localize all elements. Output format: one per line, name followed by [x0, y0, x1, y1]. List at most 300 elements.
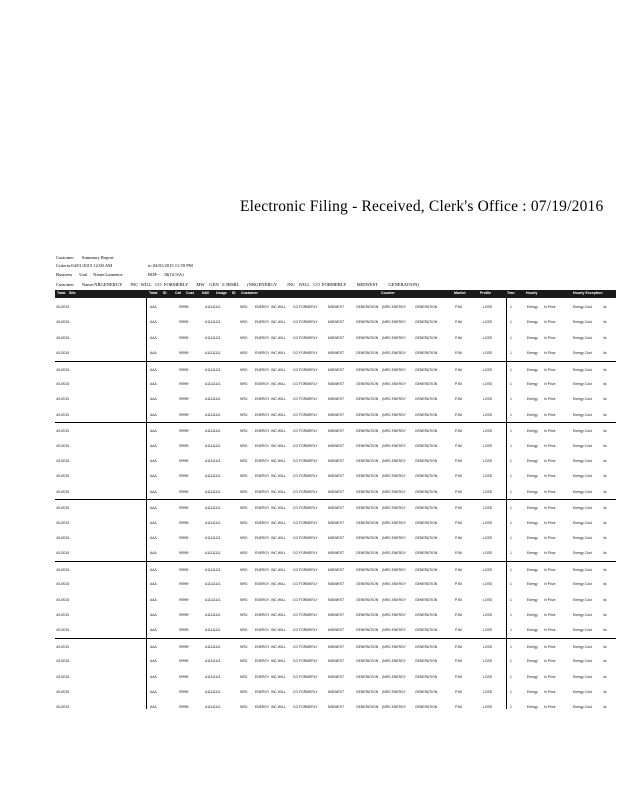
table-cell: LOSS	[483, 382, 493, 386]
table-cell: INC WILL	[271, 520, 286, 525]
table-cell: NRG	[240, 644, 248, 649]
table-cell: NRG	[240, 489, 248, 494]
table-cell: INC WILL	[271, 382, 286, 386]
table-cell: MIDWEST	[328, 459, 345, 463]
table-cell: 4s	[603, 351, 607, 356]
table-cell: 99999	[179, 429, 189, 434]
table-row	[55, 653, 616, 668]
table-cell: 99999	[179, 705, 189, 710]
table-cell: MIDWEST	[328, 597, 345, 602]
table-cell: Energy Cost	[573, 674, 592, 679]
table-cell: GENERATION	[356, 412, 379, 417]
column-header: ID	[232, 291, 236, 295]
table-cell: Energy	[527, 705, 538, 710]
table-cell: (NRG ENERGY	[382, 320, 406, 325]
table-cell: A11111111	[205, 382, 221, 386]
table-cell: 1	[510, 382, 512, 386]
table-cell: (NRG ENERGY	[382, 690, 406, 694]
table-cell: CO FORMERLY	[293, 613, 318, 617]
table-cell: 1	[510, 351, 512, 356]
column-header: Tran	[507, 291, 515, 295]
table-cell: 4s	[603, 536, 607, 540]
table-cell: PJM	[455, 536, 462, 540]
table-cell: GENERATION	[356, 351, 379, 356]
table-cell: LOSS	[483, 597, 493, 602]
table-cell: (NRG ENERGY	[382, 489, 406, 494]
table-cell: Energy	[527, 659, 538, 664]
table-row	[55, 576, 616, 591]
table-cell: INC WILL	[271, 351, 286, 356]
table-cell: CO FORMERLY	[293, 351, 318, 356]
table-cell: A11111111	[205, 644, 221, 649]
table-cell: AAA	[150, 412, 157, 417]
table-cell: LOSS	[483, 397, 493, 402]
column-header: Site	[69, 291, 76, 295]
table-cell: AAA	[150, 474, 157, 479]
table-cell: MIDWEST	[328, 613, 345, 617]
table-cell: AAA	[150, 536, 157, 540]
table-cell: 99999	[179, 382, 189, 386]
table-cell: LOSS	[483, 613, 493, 617]
table-cell: In Price	[544, 367, 556, 372]
table-cell: 4/1/2015	[56, 443, 70, 448]
table-cell: 4s	[603, 335, 607, 340]
table-cell: NRG	[240, 597, 248, 602]
table-cell: In Price	[544, 613, 556, 617]
table-cell: A11111111	[205, 659, 221, 664]
table-cell: CO FORMERLY	[293, 443, 318, 448]
table-cell: A11111111	[205, 474, 221, 479]
table-cell: 1	[510, 597, 512, 602]
table-cell: GENERATION	[356, 320, 379, 325]
table-cell: In Price	[544, 489, 556, 494]
table-cell: GENERATION	[415, 628, 438, 633]
table-cell: Energy Cost	[573, 690, 592, 694]
business-unit: Business Unit Name:Lumenos	[56, 272, 123, 277]
table-cell: Energy Cost	[573, 305, 592, 309]
column-header: Cust	[186, 291, 194, 295]
table-cell: INC WILL	[271, 474, 286, 479]
table-cell: CO FORMERLY	[293, 644, 318, 649]
table-row	[55, 361, 616, 377]
table-cell: GENERATION	[356, 567, 379, 572]
table-cell: GENERATION	[356, 429, 379, 434]
column-header: Cat	[175, 291, 181, 295]
table-cell: GENERATION	[415, 690, 438, 694]
table-cell: GENERATION	[415, 443, 438, 448]
table-cell: CO FORMERLY	[293, 536, 318, 540]
table-cell: GENERATION	[415, 659, 438, 664]
table-cell: ENERGY	[255, 644, 270, 649]
table-cell: 1	[510, 412, 512, 417]
table-cell: Energy	[527, 429, 538, 434]
table-cell: MIDWEST	[328, 674, 345, 679]
table-cell: A11111111	[205, 520, 221, 525]
table-cell: Energy Cost	[573, 412, 592, 417]
table-cell: In Price	[544, 674, 556, 679]
table-cell: 99999	[179, 520, 189, 525]
table-cell: MIDWEST	[328, 351, 345, 356]
customer-name: Customer Name:NRGENERGY INC WILL CO FORMERLY MW GEN 0.5RMIL (NRGENERGY INC WILL CO FORMERLY MIDWEST GENERATION)	[56, 282, 419, 287]
table-cell: AAA	[150, 582, 157, 587]
table-cell: 4s	[603, 613, 607, 617]
table-cell: 4/1/2015	[56, 459, 70, 463]
table-cell: Energy	[527, 690, 538, 694]
table-cell: 4s	[603, 628, 607, 633]
table-cell: (NRG ENERGY	[382, 351, 406, 356]
table-cell: ENERGY	[255, 443, 270, 448]
table-cell: ENERGY	[255, 459, 270, 463]
table-cell: In Price	[544, 335, 556, 340]
table-row	[55, 299, 616, 314]
table-cell: AAA	[150, 705, 157, 710]
table-cell: CO FORMERLY	[293, 459, 318, 463]
table-cell: GENERATION	[356, 506, 379, 511]
table-cell: 4/1/2015	[56, 474, 70, 479]
table-cell: Energy Cost	[573, 613, 592, 617]
table-cell: LOSS	[483, 520, 493, 525]
table-cell: PJM	[455, 429, 462, 434]
table-cell: (NRG ENERGY	[382, 582, 406, 587]
table-cell: CO FORMERLY	[293, 674, 318, 679]
table-cell: MIDWEST	[328, 305, 345, 309]
table-cell: 4/1/2015	[56, 397, 70, 402]
table-cell: In Price	[544, 659, 556, 664]
table-cell: 99999	[179, 536, 189, 540]
table-cell: AAA	[150, 429, 157, 434]
table-cell: A11111111	[205, 536, 221, 540]
table-cell: 1	[510, 429, 512, 434]
table-cell: ENERGY	[255, 382, 270, 386]
table-cell: 4/1/2015	[56, 613, 70, 617]
table-cell: Energy Cost	[573, 582, 592, 587]
table-cell: ENERGY	[255, 351, 270, 356]
table-cell: ENERGY	[255, 520, 270, 525]
table-cell: PJM	[455, 659, 462, 664]
table-cell: A11111111	[205, 335, 221, 340]
table-cell: A11111111	[205, 320, 221, 325]
table-cell: NRG	[240, 305, 248, 309]
table-row	[55, 330, 616, 345]
table-row	[55, 438, 616, 453]
table-cell: INC WILL	[271, 705, 286, 710]
table-cell: LOSS	[483, 305, 493, 309]
table-cell: Energy	[527, 367, 538, 372]
table-cell: (NRG ENERGY	[382, 597, 406, 602]
table-cell: (NRG ENERGY	[382, 367, 406, 372]
table-cell: 4/1/2015	[56, 690, 70, 694]
table-cell: 1	[510, 613, 512, 617]
table-cell: PJM	[455, 382, 462, 386]
table-cell: NRG	[240, 320, 248, 325]
column-header: Counter	[381, 291, 395, 295]
table-cell: ENERGY	[255, 320, 270, 325]
table-cell: PJM	[455, 305, 462, 309]
table-cell: CO FORMERLY	[293, 705, 318, 710]
table-cell: 4/1/2015	[56, 628, 70, 633]
table-cell: LOSS	[483, 674, 493, 679]
table-cell: Energy	[527, 474, 538, 479]
table-cell: (NRG ENERGY	[382, 443, 406, 448]
table-cell: PJM	[455, 320, 462, 325]
table-cell: CO FORMERLY	[293, 412, 318, 417]
table-cell: AAA	[150, 628, 157, 633]
table-cell: A11111111	[205, 613, 221, 617]
filing-stamp: Electronic Filing - Received, Clerk's Office : 07/19/2016	[240, 198, 604, 215]
table-cell: In Price	[544, 597, 556, 602]
table-cell: 4s	[603, 597, 607, 602]
table-cell: A11111111	[205, 459, 221, 463]
table-cell: 4s	[603, 412, 607, 417]
table-cell: In Price	[544, 474, 556, 479]
table-cell: LOSS	[483, 351, 493, 356]
table-cell: LOSS	[483, 628, 493, 633]
table-cell: PJM	[455, 474, 462, 479]
table-cell: 99999	[179, 335, 189, 340]
table-cell: INC WILL	[271, 597, 286, 602]
table-cell: LOSS	[483, 567, 493, 572]
table-row	[55, 638, 616, 654]
table-cell: 99999	[179, 628, 189, 633]
table-cell: LOSS	[483, 474, 493, 479]
column-header: Total	[149, 291, 158, 295]
table-row	[55, 592, 616, 607]
table-cell: AAA	[150, 367, 157, 372]
table-cell: MIDWEST	[328, 690, 345, 694]
table-cell: 4/1/2015	[56, 382, 70, 386]
table-cell: 1	[510, 567, 512, 572]
table-cell: INC WILL	[271, 613, 286, 617]
table-cell: AAA	[150, 567, 157, 572]
table-cell: (NRG ENERGY	[382, 613, 406, 617]
table-cell: 1	[510, 644, 512, 649]
table-cell: (NRG ENERGY	[382, 474, 406, 479]
table-cell: AAA	[150, 443, 157, 448]
table-cell: GENERATION	[415, 644, 438, 649]
table-cell: 1	[510, 659, 512, 664]
table-cell: GENERATION	[415, 582, 438, 587]
table-cell: NRG	[240, 367, 248, 372]
table-cell: Energy Cost	[573, 443, 592, 448]
table-cell: PJM	[455, 690, 462, 694]
table-cell: A11111111	[205, 690, 221, 694]
table-cell: GENERATION	[415, 335, 438, 340]
table-cell: MIDWEST	[328, 551, 345, 556]
table-cell: In Price	[544, 567, 556, 572]
table-row	[55, 622, 616, 637]
table-cell: GENERATION	[356, 705, 379, 710]
table-cell: A11111111	[205, 489, 221, 494]
table-cell: A11111111	[205, 582, 221, 587]
table-cell: GENERATION	[356, 628, 379, 633]
table-row	[55, 345, 616, 360]
table-cell: CO FORMERLY	[293, 320, 318, 325]
table-cell: (NRG ENERGY	[382, 628, 406, 633]
table-cell: 4/1/2015	[56, 305, 70, 309]
table-cell: A11111111	[205, 551, 221, 556]
table-cell: Energy	[527, 536, 538, 540]
table-cell: GENERATION	[356, 305, 379, 309]
table-cell: 4s	[603, 429, 607, 434]
table-cell: AAA	[150, 597, 157, 602]
table-cell: INC WILL	[271, 506, 286, 511]
table-cell: Energy	[527, 582, 538, 587]
table-cell: GENERATION	[415, 674, 438, 679]
table-cell: Energy	[527, 520, 538, 525]
table-cell: GENERATION	[415, 320, 438, 325]
table-cell: LOSS	[483, 644, 493, 649]
column-divider	[506, 298, 507, 709]
table-cell: 1	[510, 536, 512, 540]
table-cell: (NRG ENERGY	[382, 567, 406, 572]
table-cell: 4s	[603, 644, 607, 649]
table-cell: Energy Cost	[573, 459, 592, 463]
table-cell: (NRG ENERGY	[382, 335, 406, 340]
table-cell: 4s	[603, 459, 607, 463]
table-cell: 4s	[603, 443, 607, 448]
table-cell: (NRG ENERGY	[382, 551, 406, 556]
table-cell: PJM	[455, 597, 462, 602]
table-cell: 99999	[179, 690, 189, 694]
table-row	[55, 407, 616, 422]
table-cell: CO FORMERLY	[293, 429, 318, 434]
table-cell: In Price	[544, 551, 556, 556]
table-cell: Energy Cost	[573, 628, 592, 633]
table-cell: Energy	[527, 674, 538, 679]
column-header: NAV	[202, 291, 210, 295]
table-cell: Energy Cost	[573, 382, 592, 386]
table-cell: CO FORMERLY	[293, 397, 318, 402]
table-cell: CO FORMERLY	[293, 489, 318, 494]
table-cell: GENERATION	[356, 536, 379, 540]
table-row	[55, 530, 616, 545]
criteria-end: to 04/01/2015 11:59 PM	[148, 263, 193, 268]
table-cell: 99999	[179, 597, 189, 602]
column-header: ID	[163, 291, 167, 295]
table-cell: LOSS	[483, 320, 493, 325]
table-cell: 1	[510, 551, 512, 556]
table-cell: ENERGY	[255, 659, 270, 664]
table-cell: 99999	[179, 474, 189, 479]
table-cell: 4s	[603, 320, 607, 325]
table-cell: 99999	[179, 459, 189, 463]
table-cell: 4s	[603, 690, 607, 694]
table-cell: 4/1/2015	[56, 520, 70, 525]
table-cell: Energy	[527, 489, 538, 494]
table-cell: A11111111	[205, 412, 221, 417]
table-cell: GENERATION	[356, 520, 379, 525]
table-row	[55, 684, 616, 699]
table-cell: NRG	[240, 474, 248, 479]
table-cell: PJM	[455, 459, 462, 463]
table-cell: Energy Cost	[573, 705, 592, 710]
table-cell: Energy Cost	[573, 474, 592, 479]
table-cell: GENERATION	[415, 351, 438, 356]
table-cell: 99999	[179, 351, 189, 356]
table-cell: GENERATION	[356, 690, 379, 694]
table-cell: In Price	[544, 320, 556, 325]
table-cell: LOSS	[483, 705, 493, 710]
table-cell: A11111111	[205, 305, 221, 309]
table-cell: CO FORMERLY	[293, 367, 318, 372]
table-cell: AAA	[150, 305, 157, 309]
table-cell: NRG	[240, 335, 248, 340]
table-cell: ENERGY	[255, 674, 270, 679]
table-cell: INC WILL	[271, 628, 286, 633]
table-cell: (NRG ENERGY	[382, 506, 406, 511]
table-cell: Energy	[527, 567, 538, 572]
column-header: Hourly Exception	[573, 291, 603, 295]
table-row	[55, 561, 616, 577]
table-cell: Energy	[527, 320, 538, 325]
table-cell: 1	[510, 443, 512, 448]
table-cell: MIDWEST	[328, 429, 345, 434]
table-cell: GENERATION	[415, 412, 438, 417]
table-cell: GENERATION	[415, 567, 438, 572]
table-cell: A11111111	[205, 674, 221, 679]
table-cell: PJM	[455, 613, 462, 617]
table-cell: Energy Cost	[573, 335, 592, 340]
table-cell: GENERATION	[415, 597, 438, 602]
table-cell: Energy Cost	[573, 567, 592, 572]
table-cell: PJM	[455, 567, 462, 572]
table-cell: GENERATION	[415, 305, 438, 309]
table-cell: MIDWEST	[328, 506, 345, 511]
table-cell: AAA	[150, 551, 157, 556]
table-cell: 99999	[179, 659, 189, 664]
table-cell: CO FORMERLY	[293, 582, 318, 587]
table-cell: 1	[510, 305, 512, 309]
table-cell: GENERATION	[356, 551, 379, 556]
table-cell: CO FORMERLY	[293, 305, 318, 309]
table-cell: INC WILL	[271, 459, 286, 463]
column-header: Customer	[241, 291, 258, 295]
table-cell: In Price	[544, 397, 556, 402]
table-cell: NRG	[240, 443, 248, 448]
table-cell: Energy	[527, 459, 538, 463]
table-cell: A11111111	[205, 567, 221, 572]
table-cell: MIDWEST	[328, 412, 345, 417]
table-cell: In Price	[544, 690, 556, 694]
table-cell: ENERGY	[255, 597, 270, 602]
table-cell: AAA	[150, 351, 157, 356]
table-cell: ENERGY	[255, 628, 270, 633]
table-row	[55, 391, 616, 406]
table-cell: 4s	[603, 551, 607, 556]
table-cell: (NRG ENERGY	[382, 536, 406, 540]
table-cell: NRG	[240, 429, 248, 434]
table-cell: CO FORMERLY	[293, 567, 318, 572]
table-cell: PJM	[455, 644, 462, 649]
table-cell: AAA	[150, 397, 157, 402]
table-cell: CO FORMERLY	[293, 335, 318, 340]
table-cell: A11111111	[205, 367, 221, 372]
table-cell: 99999	[179, 551, 189, 556]
table-cell: Energy	[527, 628, 538, 633]
table-cell: Energy Cost	[573, 520, 592, 525]
table-cell: Energy Cost	[573, 489, 592, 494]
table-cell: GENERATION	[356, 397, 379, 402]
table-cell: GENERATION	[356, 367, 379, 372]
table-cell: 1	[510, 489, 512, 494]
table-cell: INC WILL	[271, 412, 286, 417]
table-cell: PJM	[455, 506, 462, 511]
table-cell: CO FORMERLY	[293, 551, 318, 556]
table-cell: PJM	[455, 582, 462, 587]
column-header: Usage	[216, 291, 227, 295]
table-cell: CO FORMERLY	[293, 659, 318, 664]
table-cell: NRG	[240, 536, 248, 540]
